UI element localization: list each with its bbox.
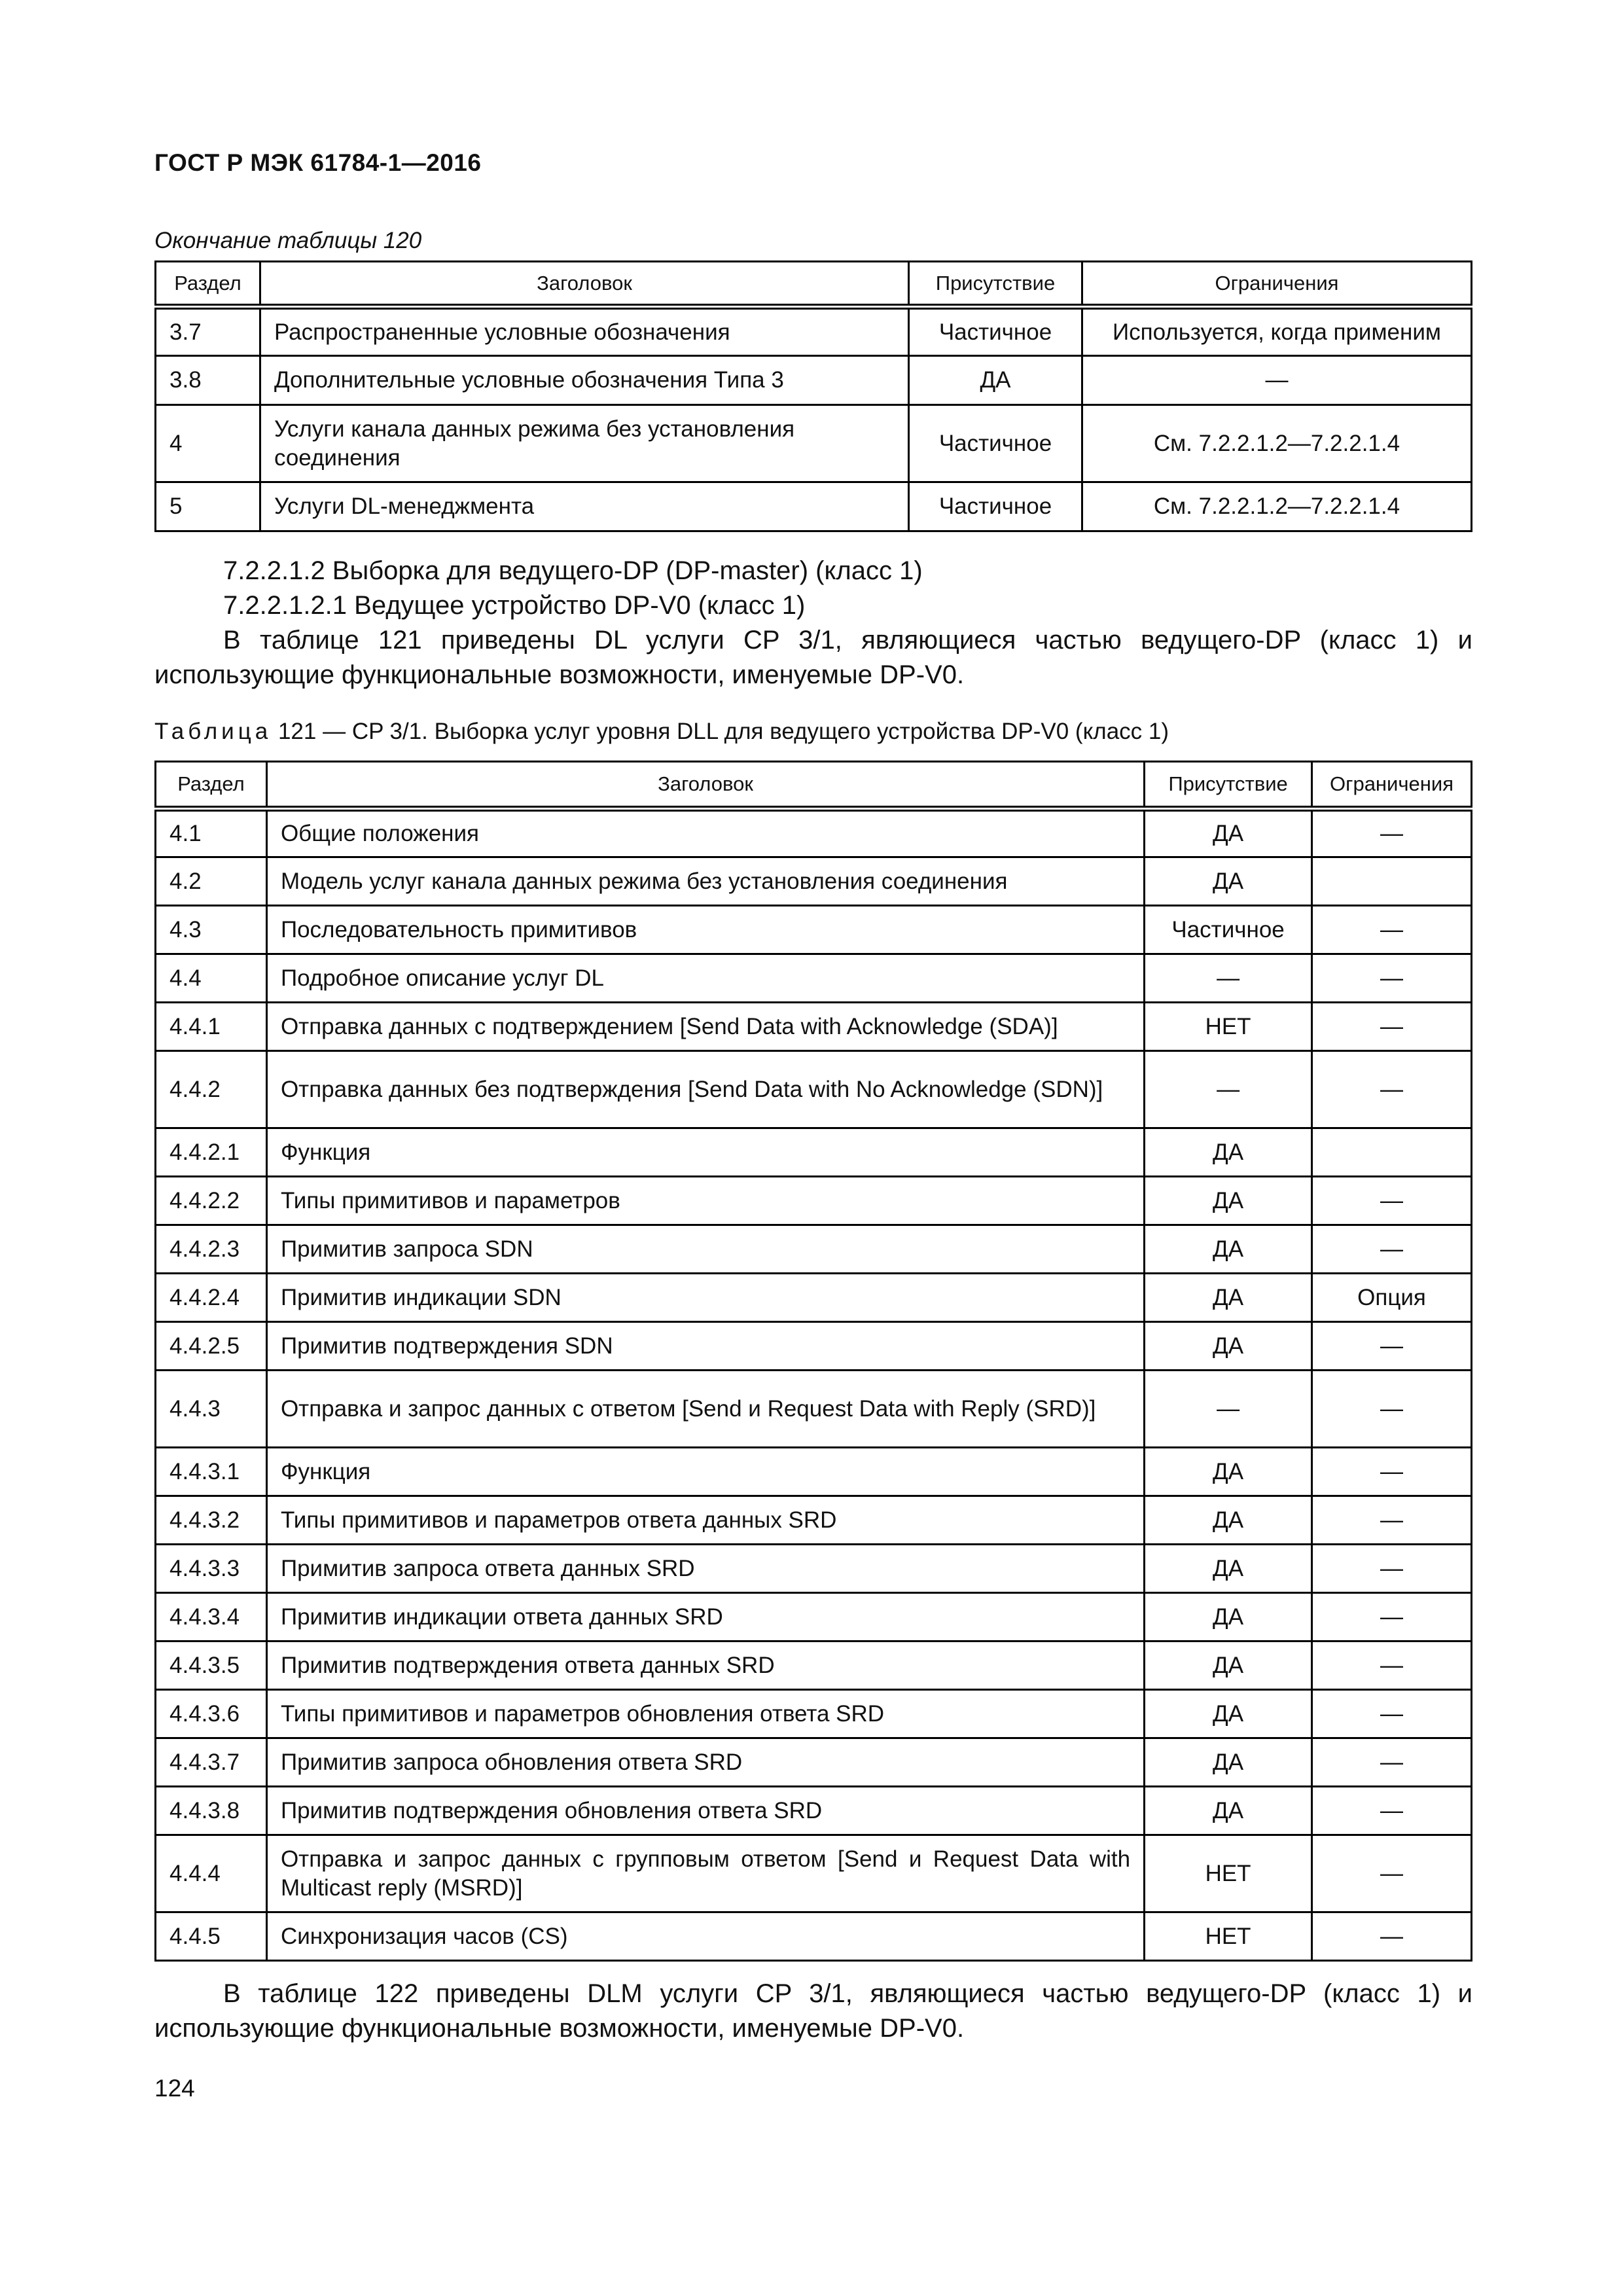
cell-constraints: —	[1312, 1225, 1472, 1274]
cell-constraints: —	[1312, 1738, 1472, 1787]
cell-section: 4	[156, 405, 260, 482]
cell-presence: ДА	[1145, 1690, 1312, 1738]
paragraph-2: В таблице 122 приведены DLM услуги CP 3/1, являющиеся частью ведущего-DP (класс 1) и использующие функциональные возможности, именуемые DP-V0.	[154, 1979, 1472, 2043]
cell-constraints: —	[1312, 1787, 1472, 1835]
table-row	[156, 1641, 1472, 1690]
table-row	[156, 1371, 1472, 1448]
cell-presence: —	[1145, 954, 1312, 1003]
cell-constraints: —	[1312, 1835, 1472, 1912]
cell-title: Примитив индикации ответа данных SRD	[266, 1593, 1144, 1641]
cell-title: Синхронизация часов (CS)	[266, 1912, 1144, 1961]
cell-title: Примитив запроса обновления ответа SRD	[266, 1738, 1144, 1787]
column-header: Присутствие	[909, 262, 1082, 307]
cell-title: Отправка и запрос данных с ответом [Send и Request Data with Reply (SRD)]	[266, 1371, 1144, 1448]
table-row	[156, 356, 1472, 405]
cell-presence: ДА	[1145, 1322, 1312, 1371]
cell-presence: ДА	[1145, 857, 1312, 906]
cell-constraints: См. 7.2.2.1.2—7.2.2.1.4	[1082, 482, 1471, 531]
table-row	[156, 1787, 1472, 1835]
cell-section: 4.4.2	[156, 1051, 267, 1128]
cell-presence: ДА	[1145, 1128, 1312, 1177]
table-121-caption-word: Таблица	[154, 719, 272, 744]
cell-title: Услуги DL-менеджмента	[260, 482, 908, 531]
cell-title: Дополнительные условные обозначения Типа 3	[260, 356, 908, 405]
cell-title: Типы примитивов и параметров обновления ответа SRD	[266, 1690, 1144, 1738]
cell-section: 4.4.2.1	[156, 1128, 267, 1177]
table-row	[156, 1593, 1472, 1641]
cell-presence: НЕТ	[1145, 1912, 1312, 1961]
table-row	[156, 1274, 1472, 1322]
table-121	[154, 761, 1472, 1962]
cell-constraints	[1312, 857, 1472, 906]
cell-section: 4.4.3.8	[156, 1787, 267, 1835]
table-row	[156, 857, 1472, 906]
table-row	[156, 1177, 1472, 1225]
cell-title: Примитив запроса SDN	[266, 1225, 1144, 1274]
cell-section: 4.4.3.7	[156, 1738, 267, 1787]
column-header: Ограничения	[1312, 762, 1472, 809]
table-121-body	[156, 809, 1472, 1961]
cell-presence: Частичное	[909, 482, 1082, 531]
cell-presence: НЕТ	[1145, 1003, 1312, 1051]
cell-presence: ДА	[1145, 809, 1312, 857]
section-heading-1: 7.2.2.1.2 Выборка для ведущего-DP (DP-master) (класс 1)	[223, 556, 923, 585]
cell-section: 4.4.5	[156, 1912, 267, 1961]
cell-title: Общие положения	[266, 809, 1144, 857]
cell-section: 4.4.3.5	[156, 1641, 267, 1690]
cell-constraints: —	[1312, 1545, 1472, 1593]
cell-section: 5	[156, 482, 260, 531]
cell-title: Модель услуг канала данных режима без установления соединения	[266, 857, 1144, 906]
cell-constraints: См. 7.2.2.1.2—7.2.2.1.4	[1082, 405, 1471, 482]
cell-title: Примитив подтверждения ответа данных SRD	[266, 1641, 1144, 1690]
cell-constraints: —	[1312, 1641, 1472, 1690]
cell-title: Услуги канала данных режима без установления соединения	[260, 405, 908, 482]
cell-title: Функция	[266, 1448, 1144, 1496]
cell-section: 3.7	[156, 307, 260, 356]
cell-constraints: —	[1312, 1177, 1472, 1225]
column-header: Присутствие	[1145, 762, 1312, 809]
cell-presence: —	[1145, 1371, 1312, 1448]
cell-title: Отправка и запрос данных с групповым ответом [Send и Request Data with Multicast reply (MSRD)]	[266, 1835, 1144, 1912]
column-header: Ограничения	[1082, 262, 1471, 307]
cell-section: 3.8	[156, 356, 260, 405]
section-heading-group	[154, 554, 1472, 692]
cell-constraints	[1312, 1128, 1472, 1177]
table-row	[156, 1051, 1472, 1128]
cell-title: Примитив подтверждения SDN	[266, 1322, 1144, 1371]
cell-constraints: Опция	[1312, 1274, 1472, 1322]
table-121-caption-text: 121 — CP 3/1. Выборка услуг уровня DLL для ведущего устройства DP-V0 (класс 1)	[277, 719, 1169, 744]
table-120	[154, 260, 1472, 532]
cell-presence: ДА	[909, 356, 1082, 405]
cell-section: 4.4	[156, 954, 267, 1003]
cell-title: Отправка данных без подтверждения [Send Data with No Acknowledge (SDN)]	[266, 1051, 1144, 1128]
document-header: ГОСТ Р МЭК 61784-1—2016	[154, 149, 482, 176]
cell-title: Типы примитивов и параметров	[266, 1177, 1144, 1225]
cell-constraints: —	[1312, 1912, 1472, 1961]
cell-title: Примитив подтверждения обновления ответа SRD	[266, 1787, 1144, 1835]
table-row	[156, 1003, 1472, 1051]
table-row	[156, 1448, 1472, 1496]
cell-title: Типы примитивов и параметров ответа данных SRD	[266, 1496, 1144, 1545]
cell-section: 4.4.3.3	[156, 1545, 267, 1593]
cell-section: 4.4.3.1	[156, 1448, 267, 1496]
cell-section: 4.4.3.6	[156, 1690, 267, 1738]
table-row	[156, 1128, 1472, 1177]
cell-presence: ДА	[1145, 1738, 1312, 1787]
cell-presence: ДА	[1145, 1787, 1312, 1835]
cell-presence: ДА	[1145, 1225, 1312, 1274]
cell-presence: Частичное	[909, 405, 1082, 482]
table-120-caption: Окончание таблицы 120	[154, 228, 422, 253]
table-row	[156, 1912, 1472, 1961]
cell-presence: ДА	[1145, 1274, 1312, 1322]
paragraph-1: В таблице 121 приведены DL услуги CP 3/1, являющиеся частью ведущего-DP (класс 1) и использующие функциональные возможности, именуемые DP-V0.	[154, 626, 1472, 689]
column-header: Раздел	[156, 262, 260, 307]
cell-section: 4.4.2.4	[156, 1274, 267, 1322]
cell-constraints: —	[1082, 356, 1471, 405]
table-header-row	[156, 262, 1472, 307]
table-row	[156, 954, 1472, 1003]
cell-constraints: —	[1312, 954, 1472, 1003]
cell-title: Примитив запроса ответа данных SRD	[266, 1545, 1144, 1593]
cell-presence: ДА	[1145, 1593, 1312, 1641]
cell-constraints: —	[1312, 809, 1472, 857]
cell-section: 4.1	[156, 809, 267, 857]
cell-presence: Частичное	[909, 307, 1082, 356]
cell-section: 4.3	[156, 906, 267, 954]
page-number: 124	[154, 2075, 195, 2102]
cell-constraints: —	[1312, 1003, 1472, 1051]
table-row	[156, 1225, 1472, 1274]
cell-presence: —	[1145, 1051, 1312, 1128]
cell-constraints: —	[1312, 906, 1472, 954]
table-row	[156, 1545, 1472, 1593]
cell-section: 4.4.1	[156, 1003, 267, 1051]
cell-section: 4.4.2.3	[156, 1225, 267, 1274]
cell-presence: Частичное	[1145, 906, 1312, 954]
cell-title: Распространенные условные обозначения	[260, 307, 908, 356]
cell-title: Примитив индикации SDN	[266, 1274, 1144, 1322]
cell-constraints: —	[1312, 1448, 1472, 1496]
cell-presence: ДА	[1145, 1448, 1312, 1496]
cell-constraints: —	[1312, 1496, 1472, 1545]
table-row	[156, 1496, 1472, 1545]
table-row	[156, 307, 1472, 356]
cell-section: 4.4.3.2	[156, 1496, 267, 1545]
section-heading-2: 7.2.2.1.2.1 Ведущее устройство DP-V0 (класс 1)	[223, 591, 806, 620]
cell-section: 4.4.3	[156, 1371, 267, 1448]
table-row	[156, 1738, 1472, 1787]
cell-title: Последовательность примитивов	[266, 906, 1144, 954]
table-121-caption	[154, 719, 1169, 745]
column-header: Заголовок	[266, 762, 1144, 809]
cell-title: Отправка данных с подтверждением [Send Data with Acknowledge (SDA)]	[266, 1003, 1144, 1051]
table-row	[156, 1690, 1472, 1738]
table-row	[156, 906, 1472, 954]
cell-constraints: —	[1312, 1593, 1472, 1641]
cell-constraints: —	[1312, 1051, 1472, 1128]
table-row	[156, 482, 1472, 531]
table-row	[156, 405, 1472, 482]
column-header: Заголовок	[260, 262, 908, 307]
cell-presence: НЕТ	[1145, 1835, 1312, 1912]
table-row	[156, 809, 1472, 857]
cell-section: 4.4.4	[156, 1835, 267, 1912]
cell-constraints: —	[1312, 1322, 1472, 1371]
cell-presence: ДА	[1145, 1545, 1312, 1593]
table-row	[156, 1835, 1472, 1912]
cell-presence: ДА	[1145, 1177, 1312, 1225]
table-header-row	[156, 762, 1472, 809]
cell-constraints: —	[1312, 1371, 1472, 1448]
cell-title: Подробное описание услуг DL	[266, 954, 1144, 1003]
column-header: Раздел	[156, 762, 267, 809]
cell-presence: ДА	[1145, 1641, 1312, 1690]
cell-section: 4.4.3.4	[156, 1593, 267, 1641]
cell-constraints: Используется, когда применим	[1082, 307, 1471, 356]
cell-title: Функция	[266, 1128, 1144, 1177]
table-row	[156, 1322, 1472, 1371]
cell-section: 4.4.2.2	[156, 1177, 267, 1225]
cell-presence: ДА	[1145, 1496, 1312, 1545]
cell-section: 4.2	[156, 857, 267, 906]
cell-section: 4.4.2.5	[156, 1322, 267, 1371]
cell-constraints: —	[1312, 1690, 1472, 1738]
